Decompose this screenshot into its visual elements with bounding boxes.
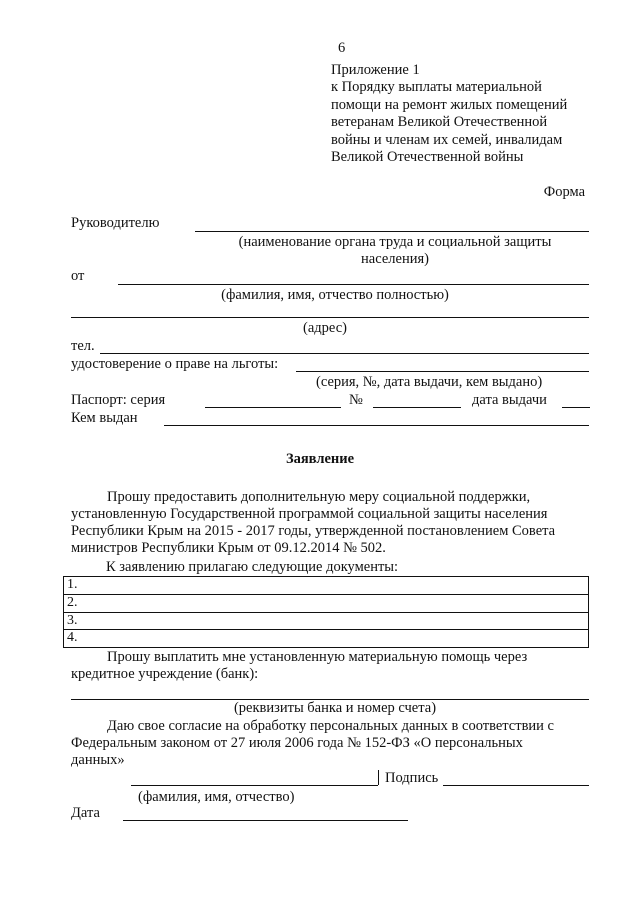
from-name-hint: (фамилия, имя, отчество полностью) bbox=[221, 287, 449, 303]
attachment-item[interactable]: 4. bbox=[64, 630, 589, 648]
form-label: Форма bbox=[543, 184, 585, 200]
request-paragraph bbox=[71, 489, 591, 557]
attachments-table bbox=[63, 576, 589, 648]
attachment-item[interactable]: 3. bbox=[64, 612, 589, 630]
table-row[interactable] bbox=[64, 630, 589, 648]
passport-number-label: № bbox=[349, 392, 363, 408]
from-name-field[interactable] bbox=[118, 284, 589, 285]
full-name-field[interactable] bbox=[131, 785, 378, 786]
address-field[interactable] bbox=[71, 317, 589, 318]
recipient-hint-2: населения) bbox=[361, 251, 429, 267]
passport-series-field[interactable] bbox=[205, 407, 341, 408]
benefit-certificate-label: удостоверение о праве на льготы: bbox=[71, 356, 279, 372]
address-hint: (адрес) bbox=[303, 320, 347, 336]
passport-date-label: дата выдачи bbox=[472, 392, 547, 408]
consent-paragraph bbox=[71, 718, 591, 769]
passport-number-field[interactable] bbox=[373, 407, 461, 408]
document-title: Заявление bbox=[285, 451, 355, 467]
signature-field[interactable] bbox=[443, 785, 589, 786]
field-separator bbox=[378, 770, 379, 785]
appendix-line: Приложение 1 bbox=[331, 62, 420, 78]
table-row[interactable] bbox=[64, 594, 589, 612]
benefit-certificate-field[interactable] bbox=[296, 371, 589, 372]
appendix-line: ветеранам Великой Отечественной bbox=[331, 114, 548, 131]
phone-label: тел. bbox=[71, 338, 95, 354]
table-row[interactable] bbox=[64, 612, 589, 630]
payment-line: Прошу выплатить мне установленную материальную помощь через bbox=[107, 649, 528, 665]
page-number: 6 bbox=[338, 40, 346, 56]
issued-by-field[interactable] bbox=[164, 425, 589, 426]
payment-line: кредитное учреждение (банк): bbox=[71, 666, 259, 683]
passport-series-label: Паспорт: серия bbox=[71, 392, 166, 408]
table-row[interactable] bbox=[64, 577, 589, 595]
appendix-line: помощи на ремонт жилых помещений bbox=[331, 96, 568, 113]
appendix-line: Великой Отечественной войны bbox=[331, 148, 524, 165]
phone-field[interactable] bbox=[100, 353, 589, 354]
issued-by-label: Кем выдан bbox=[71, 410, 138, 426]
recipient-label: Руководителю bbox=[71, 215, 160, 231]
appendix-block bbox=[331, 62, 601, 166]
request-line: Республики Крым на 2015 - 2017 годы, утвержденной постановлением Совета bbox=[71, 523, 556, 540]
consent-line: Федеральным законом от 27 июля 2006 года № 152-ФЗ «О персональных bbox=[71, 735, 523, 752]
request-line: установленную Государственной программой социальной защиты населения bbox=[71, 506, 548, 523]
appendix-line: к Порядку выплаты материальной bbox=[331, 79, 542, 96]
signature-label: Подпись bbox=[385, 770, 439, 786]
request-line: Прошу предоставить дополнительную меру социальной поддержки, bbox=[107, 489, 531, 505]
recipient-field[interactable] bbox=[195, 231, 589, 232]
consent-line: данных» bbox=[71, 752, 125, 769]
consent-line: Даю свое согласие на обработку персональных данных в соответствии с bbox=[107, 718, 554, 734]
date-field[interactable] bbox=[123, 820, 408, 821]
attachments-intro: К заявлению прилагаю следующие документы: bbox=[106, 559, 399, 575]
from-label: от bbox=[71, 268, 85, 284]
benefit-certificate-hint: (серия, №, дата выдачи, кем выдано) bbox=[316, 374, 543, 390]
request-line: министров Республики Крым от 09.12.2014 № 502. bbox=[71, 540, 386, 557]
recipient-hint-1: (наименование органа труда и социальной защиты bbox=[238, 234, 552, 250]
attachment-item[interactable]: 2. bbox=[64, 594, 589, 612]
attachment-item[interactable]: 1. bbox=[64, 577, 589, 595]
payment-paragraph bbox=[71, 649, 591, 683]
bank-details-hint: (реквизиты банка и номер счета) bbox=[233, 700, 437, 716]
passport-date-field[interactable] bbox=[562, 407, 590, 408]
full-name-hint: (фамилия, имя, отчество) bbox=[138, 789, 295, 805]
appendix-line: войны и членам их семей, инвалидам bbox=[331, 131, 563, 148]
date-label: Дата bbox=[71, 805, 100, 821]
